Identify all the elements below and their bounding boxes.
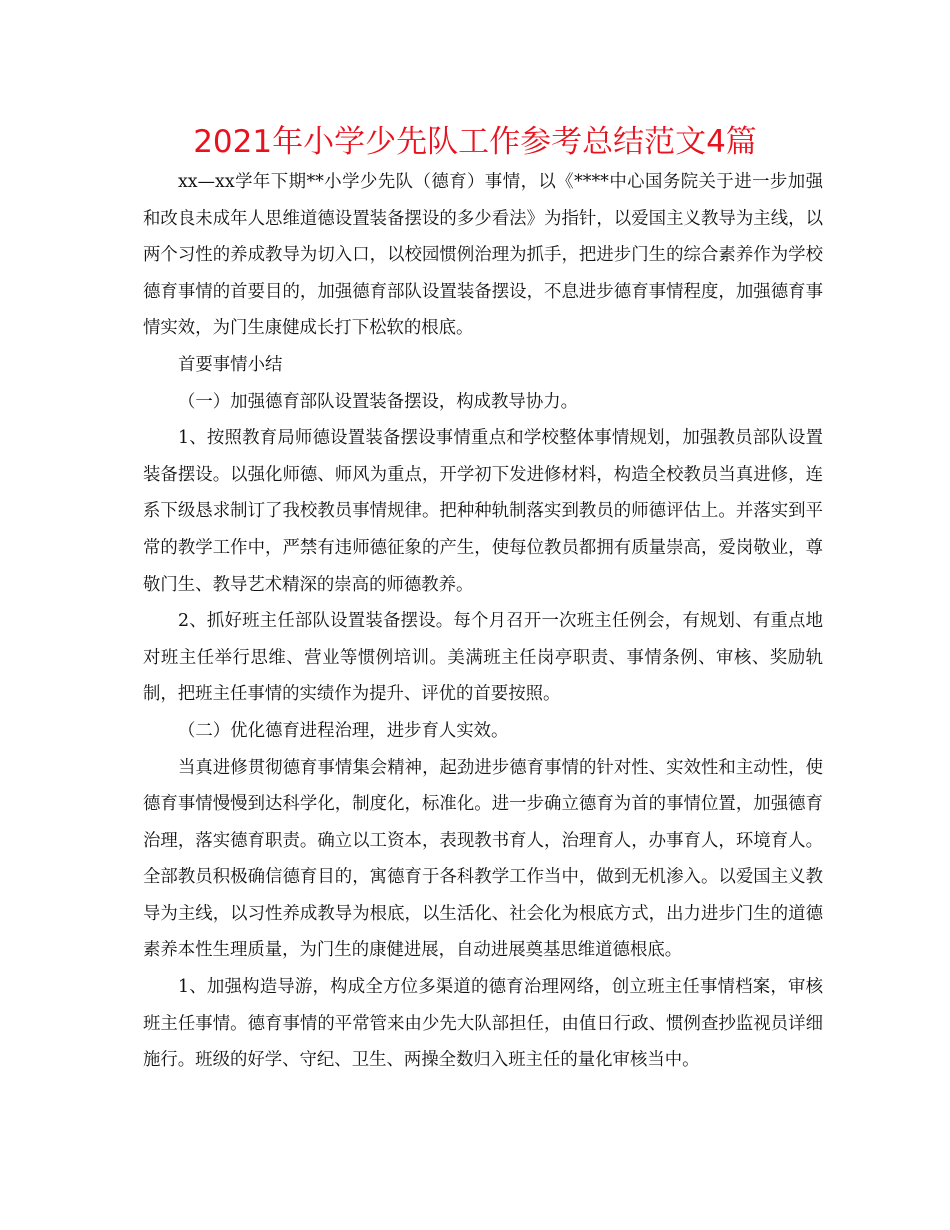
paragraph-item-2: 2、抓好班主任部队设置装备摆设。每个月召开一次班主任例会，有规划、有重点地对班主任举行思维、营业等惯例培训。美满班主任岗亭职责、事情条例、审核、奖励轨制，把班主任事情的实绩作为提升、评优的首要按照。 [143, 611, 823, 705]
document-body [143, 164, 823, 1079]
paragraph-section-2: （二）优化德育进程治理，进步育人实效。 [178, 720, 509, 741]
document-title: 2021年小学少先队工作参考总结范文4篇 [193, 124, 757, 160]
paragraph-item-1: 1、按照教育局师德设置装备摆设事情重点和学校整体事情规划，加强教员部队设置装备摆设。以强化师德、师风为重点，开学初下发进修材料，构造全校教员当真进修，连系下级恳求制订了我校教员事情规律。把种种轨制落实到教员的师德评估上。并落实到平常的教学工作中，严禁有违师德征象的产生，使每位教员都拥有质量崇高，爱岗敬业，尊敬门生、教导艺术精深的崇高的师德教养。 [143, 428, 823, 595]
paragraph-section-2-item-1: 1、加强构造导游，构成全方位多渠道的德育治理网络，创立班主任事情档案，审核班主任事情。德育事情的平常管来由少先大队部担任，由值日行政、惯例查抄监视员详细施行。班级的好学、守纪、卫生、两操全数归入班主任的量化审核当中。 [143, 977, 823, 1071]
paragraph-section-2-body: 当真进修贯彻德育事情集会精神，起劲进步德育事情的针对性、实效性和主动性，使德育事情慢慢到达科学化，制度化，标准化。进一步确立德育为首的事情位置，加强德育治理，落实德育职责。确立以工资本，表现教书育人，治理育人，办事育人，环境育人。全部教员积极确信德育目的，寓德育于各科教学工作当中，做到无机渗入。以爱国主义教导为主线，以习性养成教导为根底，以生活化、社会化为根底方式，出力进步门生的道德素养本性生理质量，为门生的康健进展，自动进展奠基思维道德根底。 [143, 757, 823, 961]
paragraph-heading-summary: 首要事情小结 [178, 354, 283, 375]
paragraph-intro: xx—xx学年下期**小学少先队（德育）事情，以《****中心国务院关于进一步加强和改良未成年人思维道德设置装备摆设的多少看法》为指针，以爱国主义教导为主线，以两个习性的养成教导为切入口，以校园惯例治理为抓手，把进步门生的综合素养作为学校德育事情的首要目的，加强德育部队设置装备摆设，不息进步德育事情程度，加强德育事情实效，为门生康健成长打下松软的根底。 [143, 172, 823, 339]
paragraph-section-1: （一）加强德育部队设置装备摆设，构成教导协力。 [178, 391, 578, 412]
